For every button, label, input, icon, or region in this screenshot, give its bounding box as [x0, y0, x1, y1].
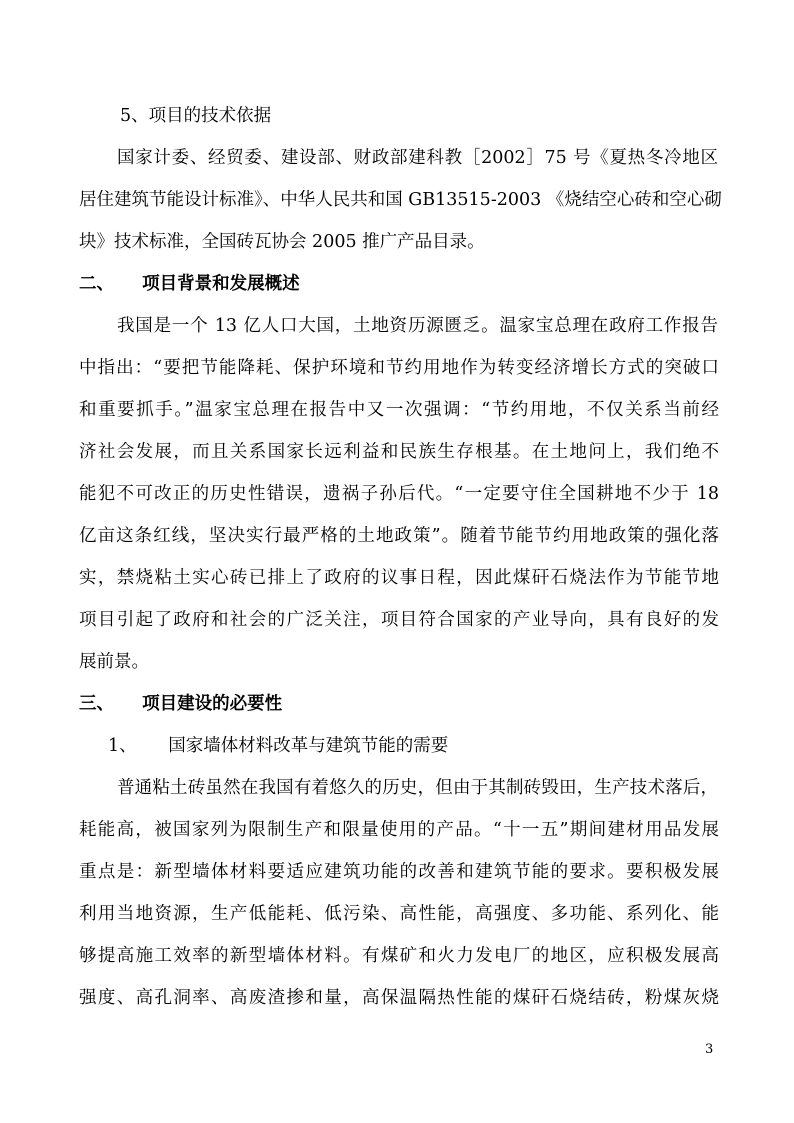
para-2-line-3: 和重要抓手。”温家宝总理在报告中又一次强调：“节约用地，不仅关系当前经 — [79, 400, 719, 420]
subsection-1-number: 1、 — [108, 736, 137, 756]
page-number: 3 — [705, 1042, 714, 1057]
section-5-line-2: 居住建筑节能设计标准》、中华人民共和国 GB13515-2003 《烧结空心砖和空心砌 — [79, 190, 722, 210]
heading-2-title: 项目背景和发展概述 — [142, 274, 300, 294]
para-3-line-1: 普通粘土砖虽然在我国有着悠久的历史，但由于其制砖毁田，生产技术落后， — [117, 778, 718, 798]
para-2-line-7: 实，禁烧粘土实心砖已排上了政府的议事日程，因此煤矸石烧法作为节能节地 — [79, 568, 719, 588]
para-3-line-2: 耗能高，被国家列为限制生产和限量使用的产品。“十一五”期间建材用品发展 — [79, 820, 719, 840]
heading-2 — [79, 272, 719, 296]
para-2-line-8: 项目引起了政府和社会的广泛关注，项目符合国家的产业导向，具有良好的发 — [79, 610, 719, 630]
heading-3 — [79, 692, 719, 716]
para-2-line-4: 济社会发展，而且关系国家长远利益和民族生存根基。在土地问上，我们绝不 — [79, 442, 719, 462]
para-2-line-5: 能犯不可改正的历史性错误，遗祸子孙后代。“一定要守住全国耕地不少于 18 — [79, 484, 719, 504]
section-5-line-3: 块》技术标准，全国砖瓦协会 2005 推广产品目录。 — [79, 232, 485, 252]
para-2-line-6: 亿亩这条红线，坚决实行最严格的土地政策”。随着节能节约用地政策的强化落 — [79, 526, 719, 546]
para-2-line-2: 中指出：“要把节能降耗、保护环境和节约用地作为转变经济增长方式的突破口 — [79, 358, 719, 378]
subsection-1 — [108, 734, 748, 758]
para-2-line-1: 我国是一个 13 亿人口大国，土地资历源匮乏。温家宝总理在政府工作报告 — [117, 316, 718, 336]
section-5-line-1: 国家计委、经贸委、建设部、财政部建科教［2002］75 号《夏热冬冷地区 — [117, 148, 718, 168]
para-3-line-3: 重点是：新型墙体材料要适应建筑功能的改善和建筑节能的要求。要积极发展 — [79, 862, 719, 882]
para-3-line-4: 利用当地资源，生产低能耗、低污染、高性能，高强度、多功能、系列化、能 — [79, 904, 719, 924]
para-2-line-9: 展前景。 — [79, 652, 149, 672]
heading-3-number: 三、 — [79, 694, 114, 714]
para-3-line-6: 强度、高孔洞率、高废渣掺和量，高保温隔热性能的煤矸石烧结砖，粉煤灰烧 — [79, 988, 719, 1008]
para-3-line-5: 够提高施工效率的新型墙体材料。有煤矿和火力发电厂的地区，应积极发展高 — [79, 946, 719, 966]
section-5-title: 5、项目的技术依据 — [120, 106, 272, 126]
heading-3-title: 项目建设的必要性 — [142, 694, 283, 714]
subsection-1-title: 国家墙体材料改革与建筑节能的需要 — [168, 736, 449, 756]
heading-2-number: 二、 — [79, 274, 114, 294]
